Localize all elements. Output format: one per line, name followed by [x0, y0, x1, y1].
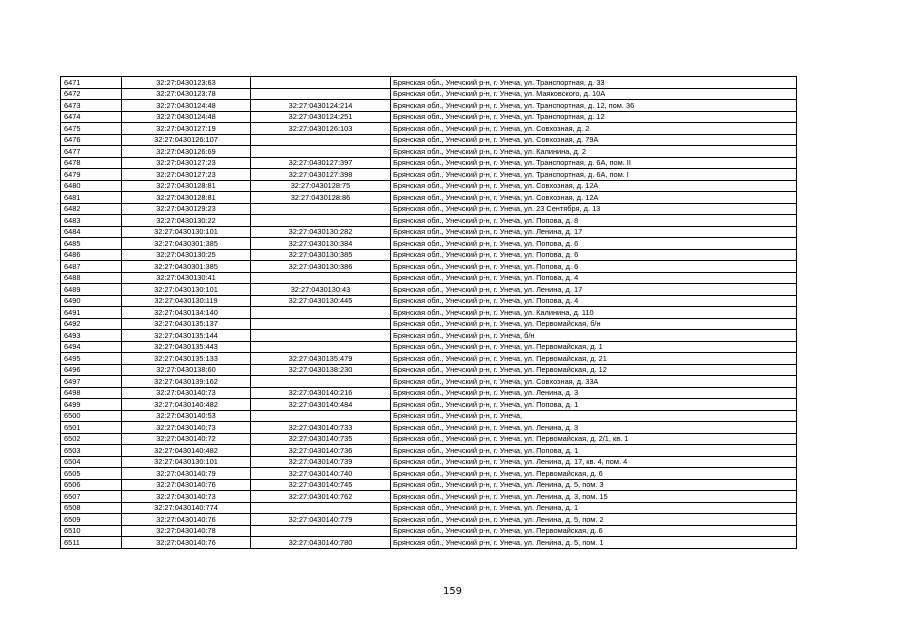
- table-row: [61, 491, 797, 503]
- land-cadastral-number-cell: 32:27:0430123:63: [122, 77, 251, 89]
- table-row: [61, 192, 797, 204]
- address-cell: Брянская обл., Унечский р-н, г. Унеча, ул. Первомайская, д. 2/1, кв. 1: [391, 433, 797, 445]
- record-number-cell: 6487: [61, 261, 122, 273]
- object-cadastral-number-cell: 32:27:0430130:385: [251, 249, 391, 261]
- address-cell: Брянская обл., Унечский р-н, г. Унеча, ул. Транспортная, д. 33: [391, 77, 797, 89]
- table-row: [61, 456, 797, 468]
- record-number-cell: 6511: [61, 537, 122, 549]
- address-cell: Брянская обл., Унечский р-н, г. Унеча, ул. Транспортная, д. 12, пом. 36: [391, 100, 797, 112]
- object-cadastral-number-cell: 32:27:0430127:397: [251, 157, 391, 169]
- record-number-cell: 6482: [61, 203, 122, 215]
- land-cadastral-number-cell: 32:27:0430301:385: [122, 261, 251, 273]
- land-cadastral-number-cell: 32:27:0430140:79: [122, 468, 251, 480]
- record-number-cell: 6480: [61, 180, 122, 192]
- record-number-cell: 6503: [61, 445, 122, 457]
- table-row: [61, 295, 797, 307]
- record-number-cell: 6477: [61, 146, 122, 158]
- object-cadastral-number-cell: 32:27:0430140:216: [251, 387, 391, 399]
- address-cell: Брянская обл., Унечский р-н, г. Унеча, ул. Попова, д. 4: [391, 295, 797, 307]
- object-cadastral-number-cell: 32:27:0430140:735: [251, 433, 391, 445]
- land-cadastral-number-cell: 32:27:0430124:48: [122, 111, 251, 123]
- object-cadastral-number-cell: 32:27:0430138:230: [251, 364, 391, 376]
- object-cadastral-number-cell: 32:27:0430130:445: [251, 295, 391, 307]
- record-number-cell: 6488: [61, 272, 122, 284]
- address-cell: Брянская обл., Унечский р-н, г. Унеча, ул. Первомайская, д. 21: [391, 353, 797, 365]
- record-number-cell: 6507: [61, 491, 122, 503]
- table-row: [61, 88, 797, 100]
- table-row: [61, 525, 797, 537]
- address-cell: Брянская обл., Унечский р-н, г. Унеча, ул. Транспортная, д. 6А, пом. II: [391, 157, 797, 169]
- record-number-cell: 6474: [61, 111, 122, 123]
- object-cadastral-number-cell: 32:27:0430140:484: [251, 399, 391, 411]
- land-cadastral-number-cell: 32:27:0430135:133: [122, 353, 251, 365]
- object-cadastral-number-cell: 32:27:0430140:780: [251, 537, 391, 549]
- record-number-cell: 6500: [61, 410, 122, 422]
- land-cadastral-number-cell: 32:27:0430130:41: [122, 272, 251, 284]
- table-row: [61, 341, 797, 353]
- land-cadastral-number-cell: 32:27:0430140:73: [122, 387, 251, 399]
- land-cadastral-number-cell: 32:27:0430140:53: [122, 410, 251, 422]
- land-cadastral-number-cell: 32:27:0430139:162: [122, 376, 251, 388]
- object-cadastral-number-cell: 32:27:0430126:103: [251, 123, 391, 135]
- object-cadastral-number-cell: 32:27:0430127:398: [251, 169, 391, 181]
- address-cell: Брянская обл., Унечский р-н, г. Унеча, ул. Ленина, д. 17: [391, 226, 797, 238]
- record-number-cell: 6501: [61, 422, 122, 434]
- object-cadastral-number-cell: [251, 77, 391, 89]
- table-row: [61, 169, 797, 181]
- object-cadastral-number-cell: 32:27:0430140:736: [251, 445, 391, 457]
- record-number-cell: 6479: [61, 169, 122, 181]
- record-number-cell: 6496: [61, 364, 122, 376]
- record-number-cell: 6473: [61, 100, 122, 112]
- record-number-cell: 6492: [61, 318, 122, 330]
- record-number-cell: 6475: [61, 123, 122, 135]
- table-row: [61, 238, 797, 250]
- address-cell: Брянская обл., Унечский р-н, г. Унеча, ул. Совхозная, д. 33А: [391, 376, 797, 388]
- record-number-cell: 6499: [61, 399, 122, 411]
- record-number-cell: 6481: [61, 192, 122, 204]
- object-cadastral-number-cell: 32:27:0430124:214: [251, 100, 391, 112]
- table-row: [61, 134, 797, 146]
- address-cell: Брянская обл., Унечский р-н, г. Унеча, ул. Ленина, д. 5, пом. 2: [391, 514, 797, 526]
- record-number-cell: 6509: [61, 514, 122, 526]
- address-cell: Брянская обл., Унечский р-н, г. Унеча, ул. Ленина, д. 3: [391, 387, 797, 399]
- object-cadastral-number-cell: [251, 525, 391, 537]
- address-cell: Брянская обл., Унечский р-н, г. Унеча, ул. Совхозная, д. 79А: [391, 134, 797, 146]
- table-row: [61, 111, 797, 123]
- land-cadastral-number-cell: 32:27:0430130:22: [122, 215, 251, 227]
- record-number-cell: 6491: [61, 307, 122, 319]
- land-cadastral-number-cell: 32:27:0430130:25: [122, 249, 251, 261]
- record-number-cell: 6510: [61, 525, 122, 537]
- object-cadastral-number-cell: 32:27:0430130:43: [251, 284, 391, 296]
- table-row: [61, 307, 797, 319]
- table-row: [61, 284, 797, 296]
- table-row: [61, 180, 797, 192]
- record-number-cell: 6472: [61, 88, 122, 100]
- object-cadastral-number-cell: [251, 203, 391, 215]
- table-row: [61, 215, 797, 227]
- address-cell: Брянская обл., Унечский р-н, г. Унеча,: [391, 410, 797, 422]
- land-cadastral-number-cell: 32:27:0430140:73: [122, 422, 251, 434]
- land-cadastral-number-cell: 32:27:0430134:140: [122, 307, 251, 319]
- land-cadastral-number-cell: 32:27:0430130:101: [122, 226, 251, 238]
- table-row: [61, 146, 797, 158]
- land-cadastral-number-cell: 32:27:0430140:482: [122, 399, 251, 411]
- table-row: [61, 399, 797, 411]
- land-cadastral-number-cell: 32:27:0430138:60: [122, 364, 251, 376]
- land-cadastral-number-cell: 32:27:0430127:23: [122, 169, 251, 181]
- land-cadastral-number-cell: 32:27:0430127:19: [122, 123, 251, 135]
- property-registry-body: [61, 77, 797, 549]
- land-cadastral-number-cell: 32:27:0430301:385: [122, 238, 251, 250]
- address-cell: Брянская обл., Унечский р-н, г. Унеча, ул. Первомайская, б/н: [391, 318, 797, 330]
- table-row: [61, 364, 797, 376]
- table-row: [61, 387, 797, 399]
- address-cell: Брянская обл., Унечский р-н, г. Унеча, б/н: [391, 330, 797, 342]
- record-number-cell: 6486: [61, 249, 122, 261]
- object-cadastral-number-cell: 32:27:0430140:739: [251, 456, 391, 468]
- object-cadastral-number-cell: [251, 307, 391, 319]
- address-cell: Брянская обл., Унечский р-н, г. Унеча, ул. Ленина, д. 17, кв. 4, пом. 4: [391, 456, 797, 468]
- table-row: [61, 353, 797, 365]
- address-cell: Брянская обл., Унечский р-н, г. Унеча, ул. Первомайская, д. 6: [391, 468, 797, 480]
- object-cadastral-number-cell: 32:27:0430140:779: [251, 514, 391, 526]
- record-number-cell: 6489: [61, 284, 122, 296]
- table-row: [61, 502, 797, 514]
- record-number-cell: 6484: [61, 226, 122, 238]
- object-cadastral-number-cell: 32:27:0430124:251: [251, 111, 391, 123]
- land-cadastral-number-cell: 32:27:0430129:23: [122, 203, 251, 215]
- object-cadastral-number-cell: [251, 88, 391, 100]
- record-number-cell: 6485: [61, 238, 122, 250]
- object-cadastral-number-cell: 32:27:0430130:384: [251, 238, 391, 250]
- page-number: 159: [442, 586, 463, 597]
- record-number-cell: 6483: [61, 215, 122, 227]
- address-cell: Брянская обл., Унечский р-н, г. Унеча, ул. Попова, д. 1: [391, 445, 797, 457]
- land-cadastral-number-cell: 32:27:0430135:144: [122, 330, 251, 342]
- address-cell: Брянская обл., Унечский р-н, г. Унеча, ул. Попова, д. 4: [391, 272, 797, 284]
- address-cell: Брянская обл., Унечский р-н, г. Унеча, ул. Первомайская, д. 12: [391, 364, 797, 376]
- object-cadastral-number-cell: [251, 376, 391, 388]
- address-cell: Брянская обл., Унечский р-н, г. Унеча, ул. Ленина, д. 1: [391, 502, 797, 514]
- table-row: [61, 249, 797, 261]
- address-cell: Брянская обл., Унечский р-н, г. Унеча, ул. Попова, д. 6: [391, 249, 797, 261]
- property-registry-table: [60, 76, 797, 549]
- land-cadastral-number-cell: 32:27:0430126:69: [122, 146, 251, 158]
- table-row: [61, 376, 797, 388]
- object-cadastral-number-cell: [251, 341, 391, 353]
- record-number-cell: 6478: [61, 157, 122, 169]
- address-cell: Брянская обл., Унечский р-н, г. Унеча, ул. Попова, д. 1: [391, 399, 797, 411]
- address-cell: Брянская обл., Унечский р-н, г. Унеча, ул. Маяковского, д. 10А: [391, 88, 797, 100]
- land-cadastral-number-cell: 32:27:0430128:81: [122, 180, 251, 192]
- land-cadastral-number-cell: 32:27:0430126:107: [122, 134, 251, 146]
- table-row: [61, 422, 797, 434]
- land-cadastral-number-cell: 32:27:0430123:78: [122, 88, 251, 100]
- land-cadastral-number-cell: 32:27:0430130:101: [122, 456, 251, 468]
- record-number-cell: 6508: [61, 502, 122, 514]
- land-cadastral-number-cell: 32:27:0430140:78: [122, 525, 251, 537]
- record-number-cell: 6505: [61, 468, 122, 480]
- address-cell: Брянская обл., Унечский р-н, г. Унеча, ул. Ленина, д. 3, пом. 15: [391, 491, 797, 503]
- object-cadastral-number-cell: 32:27:0430128:75: [251, 180, 391, 192]
- object-cadastral-number-cell: 32:27:0430130:282: [251, 226, 391, 238]
- object-cadastral-number-cell: [251, 502, 391, 514]
- record-number-cell: 6493: [61, 330, 122, 342]
- land-cadastral-number-cell: 32:27:0430140:76: [122, 537, 251, 549]
- object-cadastral-number-cell: 32:27:0430140:733: [251, 422, 391, 434]
- land-cadastral-number-cell: 32:27:0430128:81: [122, 192, 251, 204]
- table-row: [61, 226, 797, 238]
- table-row: [61, 77, 797, 89]
- address-cell: Брянская обл., Унечский р-н, г. Унеча, ул. Совхозная, д. 12А: [391, 192, 797, 204]
- address-cell: Брянская обл., Унечский р-н, г. Унеча, ул. Транспортная, д. 12: [391, 111, 797, 123]
- address-cell: Брянская обл., Унечский р-н, г. Унеча, ул. Ленина, д. 17: [391, 284, 797, 296]
- table-row: [61, 433, 797, 445]
- record-number-cell: 6495: [61, 353, 122, 365]
- table-row: [61, 157, 797, 169]
- table-row: [61, 468, 797, 480]
- land-cadastral-number-cell: 32:27:0430140:482: [122, 445, 251, 457]
- address-cell: Брянская обл., Унечский р-н, г. Унеча, ул. Попова, д. 6: [391, 261, 797, 273]
- object-cadastral-number-cell: [251, 272, 391, 284]
- table-row: [61, 445, 797, 457]
- object-cadastral-number-cell: [251, 134, 391, 146]
- address-cell: Брянская обл., Унечский р-н, г. Унеча, ул. Совхозная, д. 12А: [391, 180, 797, 192]
- record-number-cell: 6498: [61, 387, 122, 399]
- land-cadastral-number-cell: 32:27:0430135:443: [122, 341, 251, 353]
- address-cell: Брянская обл., Унечский р-н, г. Унеча, ул. 23 Сентября, д. 13: [391, 203, 797, 215]
- address-cell: Брянская обл., Унечский р-н, г. Унеча, ул. Ленина, д. 5, пом. 3: [391, 479, 797, 491]
- land-cadastral-number-cell: 32:27:0430140:76: [122, 514, 251, 526]
- address-cell: Брянская обл., Унечский р-н, г. Унеча, ул. Первомайская, д. 6: [391, 525, 797, 537]
- land-cadastral-number-cell: 32:27:0430130:119: [122, 295, 251, 307]
- record-number-cell: 6504: [61, 456, 122, 468]
- record-number-cell: 6471: [61, 77, 122, 89]
- land-cadastral-number-cell: 32:27:0430140:774: [122, 502, 251, 514]
- object-cadastral-number-cell: 32:27:0430128:86: [251, 192, 391, 204]
- land-cadastral-number-cell: 32:27:0430135:137: [122, 318, 251, 330]
- land-cadastral-number-cell: 32:27:0430130:101: [122, 284, 251, 296]
- land-cadastral-number-cell: 32:27:0430124:48: [122, 100, 251, 112]
- land-cadastral-number-cell: 32:27:0430127:23: [122, 157, 251, 169]
- object-cadastral-number-cell: 32:27:0430135:479: [251, 353, 391, 365]
- object-cadastral-number-cell: [251, 330, 391, 342]
- object-cadastral-number-cell: [251, 146, 391, 158]
- address-cell: Брянская обл., Унечский р-н, г. Унеча, ул. Попова, д. 6: [391, 238, 797, 250]
- record-number-cell: 6490: [61, 295, 122, 307]
- table-row: [61, 410, 797, 422]
- object-cadastral-number-cell: [251, 318, 391, 330]
- address-cell: Брянская обл., Унечский р-н, г. Унеча, ул. Попова, д. 8: [391, 215, 797, 227]
- record-number-cell: 6497: [61, 376, 122, 388]
- object-cadastral-number-cell: [251, 410, 391, 422]
- record-number-cell: 6506: [61, 479, 122, 491]
- table-row: [61, 272, 797, 284]
- object-cadastral-number-cell: 32:27:0430140:740: [251, 468, 391, 480]
- address-cell: Брянская обл., Унечский р-н, г. Унеча, ул. Транспортная, д. 6А, пом. I: [391, 169, 797, 181]
- address-cell: Брянская обл., Унечский р-н, г. Унеча, ул. Калинина, д. 110: [391, 307, 797, 319]
- object-cadastral-number-cell: 32:27:0430140:762: [251, 491, 391, 503]
- table-row: [61, 100, 797, 112]
- table-row: [61, 318, 797, 330]
- address-cell: Брянская обл., Унечский р-н, г. Унеча, ул. Ленина, д. 5, пом. 1: [391, 537, 797, 549]
- land-cadastral-number-cell: 32:27:0430140:72: [122, 433, 251, 445]
- object-cadastral-number-cell: [251, 215, 391, 227]
- object-cadastral-number-cell: 32:27:0430130:386: [251, 261, 391, 273]
- record-number-cell: 6494: [61, 341, 122, 353]
- table-row: [61, 261, 797, 273]
- table-row: [61, 203, 797, 215]
- object-cadastral-number-cell: 32:27:0430140:745: [251, 479, 391, 491]
- address-cell: Брянская обл., Унечский р-н, г. Унеча, ул. Калинина, д. 2: [391, 146, 797, 158]
- record-number-cell: 6502: [61, 433, 122, 445]
- land-cadastral-number-cell: 32:27:0430140:73: [122, 491, 251, 503]
- land-cadastral-number-cell: 32:27:0430140:76: [122, 479, 251, 491]
- table-row: [61, 123, 797, 135]
- table-row: [61, 514, 797, 526]
- record-number-cell: 6476: [61, 134, 122, 146]
- address-cell: Брянская обл., Унечский р-н, г. Унеча, ул. Ленина, д. 3: [391, 422, 797, 434]
- table-row: [61, 330, 797, 342]
- table-row: [61, 479, 797, 491]
- address-cell: Брянская обл., Унечский р-н, г. Унеча, ул. Первомайская, д. 1: [391, 341, 797, 353]
- address-cell: Брянская обл., Унечский р-н, г. Унеча, ул. Совхозная, д. 2: [391, 123, 797, 135]
- table-row: [61, 537, 797, 549]
